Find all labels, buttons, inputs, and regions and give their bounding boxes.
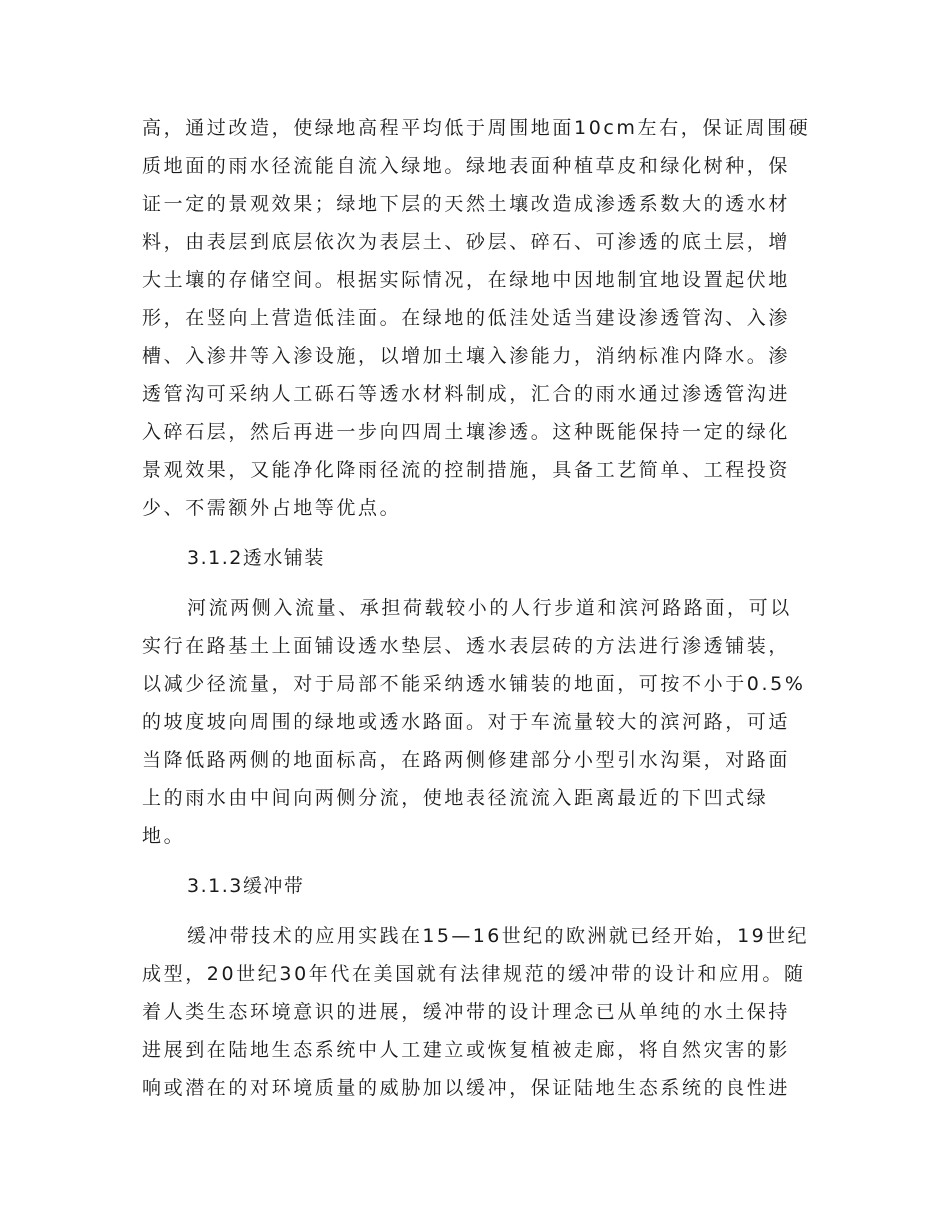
paragraph-line: 响或潜在的对环境质量的威胁加以缓冲，保证陆地生态系统的良性进 [142, 1077, 791, 1099]
paragraph-line: 当降低路两侧的地面标高，在路两侧修建部分小型引水沟渠，对路面 [142, 749, 791, 771]
paragraph-line: 形，在竖向上营造低洼面。在绿地的低洼处适当建设渗透管沟、入渗 [142, 307, 791, 329]
paragraph-line: 大土壤的存储空间。根据实际情况，在绿地中因地制宜地设置起伏地 [142, 269, 791, 291]
paragraph-line: 质地面的雨水径流能自流入绿地。绿地表面种植草皮和绿化树种，保 [142, 155, 791, 177]
paragraph-line: 景观效果，又能净化降雨径流的控制措施，具备工艺简单、工程投资 [142, 459, 791, 481]
paragraph-line: 少、不需额外占地等优点。 [142, 497, 402, 519]
paragraph-line: 缓冲带技术的应用实践在15—16世纪的欧洲就已经开始，19世纪 [187, 925, 809, 947]
paragraph-line: 着人类生态环境意识的进展，缓冲带的设计理念已从单纯的水土保持 [142, 1001, 791, 1023]
paragraph-line: 进展到在陆地生态系统中人工建立或恢复植被走廊，将自然灾害的影 [142, 1039, 791, 1061]
paragraph-line: 实行在路基土上面铺设透水垫层、透水表层砖的方法进行渗透铺装， [142, 635, 791, 657]
paragraph-line: 料，由表层到底层依次为表层土、砂层、碎石、可渗透的底土层，增 [142, 231, 791, 253]
paragraph-line: 成型，20世纪30年代在美国就有法律规范的缓冲带的设计和应用。随 [142, 963, 806, 985]
paragraph-line: 以减少径流量，对于局部不能采纳透水铺装的地面，可按不小于0.5% [142, 673, 806, 695]
paragraph-line: 入碎石层，然后再进一步向四周土壤渗透。这种既能保持一定的绿化 [142, 421, 791, 443]
paragraph-line: 地。 [142, 825, 186, 847]
section-heading-3-1-3: 3.1.3缓冲带 [187, 875, 305, 897]
section-heading-3-1-2: 3.1.2透水铺装 [187, 547, 325, 569]
paragraph-line: 的坡度坡向周围的绿地或透水路面。对于车流量较大的滨河路，可适 [142, 711, 791, 733]
paragraph-line: 透管沟可采纳人工砾石等透水材料制成，汇合的雨水通过渗透管沟进 [142, 383, 791, 405]
paragraph-line: 高，通过改造，使绿地高程平均低于周围地面10cm左右，保证周围硬 [142, 117, 811, 139]
paragraph-line: 槽、入渗井等入渗设施，以增加土壤入渗能力，消纳标准内降水。渗 [142, 345, 791, 367]
paragraph-line: 河流两侧入流量、承担荷载较小的人行步道和滨河路路面，可以 [187, 597, 792, 619]
paragraph-line: 证一定的景观效果；绿地下层的天然土壤改造成渗透系数大的透水材 [142, 193, 791, 215]
paragraph-line: 上的雨水由中间向两侧分流，使地表径流流入距离最近的下凹式绿 [142, 787, 769, 809]
